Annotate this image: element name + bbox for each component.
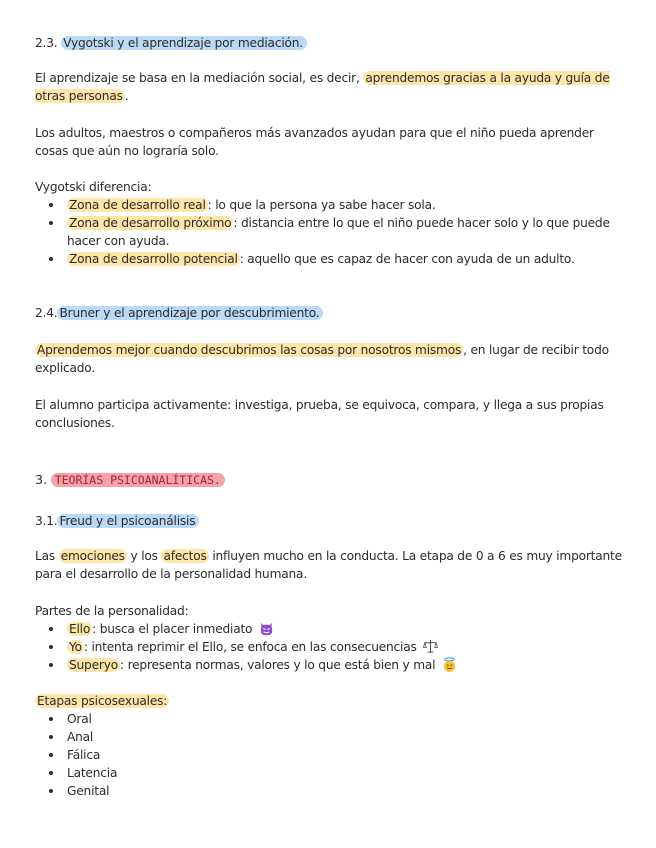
list-item (35, 638, 630, 656)
devil-emoji-icon (259, 621, 274, 636)
list-block (35, 178, 630, 268)
list-item: Anal (35, 728, 630, 746)
paragraph (35, 396, 630, 432)
term: Yo (69, 640, 82, 654)
text: y los (126, 549, 162, 563)
paragraph (35, 341, 630, 377)
text: El aprendizaje se basa en la mediación social, es decir, (35, 71, 364, 85)
stages-list (35, 710, 630, 800)
paragraph (35, 124, 630, 160)
term: Zona de desarrollo próximo (69, 216, 232, 230)
definition: : distancia entre lo que el niño puede hacer solo y lo que puede hacer con ayuda. (67, 216, 610, 248)
paragraph-text: El alumno participa activamente: investiga, prueba, se equivoca, compara, y llega a sus propias conclusiones. (35, 398, 604, 430)
list-item (35, 656, 630, 674)
list-item (35, 196, 630, 214)
list-item: Fálica (35, 746, 630, 764)
section-number: 2.3. (35, 36, 58, 50)
paragraph (35, 69, 630, 105)
list-item: Latencia (35, 764, 630, 782)
highlighted-text: Aprendemos mejor cuando descubrimos las cosas por nosotros mismos (37, 343, 462, 357)
definition: : lo que la persona ya sabe hacer sola. (207, 198, 436, 212)
list-block (35, 602, 630, 674)
list-item (35, 214, 630, 250)
text: influyen mucho en la conducta. La etapa de 0 a 6 es muy importante para el desarrollo de la personalidad humana. (35, 549, 622, 581)
section-title: Bruner y el aprendizaje por descubrimiento. (57, 306, 323, 320)
definition: : intenta reprimir el Ello, se enfoca en las consecuencias (83, 640, 417, 654)
highlighted-text: aprendemos gracias a la ayuda y guía de otras personas (35, 71, 610, 103)
section-2-3-heading (35, 34, 630, 52)
list-item (35, 620, 630, 638)
list-title: Etapas psicosexuales: (37, 694, 168, 708)
definition: : aquello que es capaz de hacer con ayuda de un adulto. (239, 252, 575, 266)
definition: : busca el placer inmediato (92, 622, 253, 636)
highlighted-text: emociones (60, 549, 125, 563)
section-2-4-heading (35, 304, 630, 322)
term: Ello (69, 622, 91, 636)
section-title: TEORÍAS PSICOANALÍTICAS. (51, 473, 225, 487)
section-title: Freud y el psicoanálisis (57, 514, 199, 528)
text: , en lugar de recibir todo explicado. (35, 343, 609, 375)
paragraph-text: Los adultos, maestros o compañeros más avanzados ayudan para que el niño pueda aprender cosas que aún no lograría solo. (35, 126, 594, 158)
term: Zona de desarrollo potencial (69, 252, 238, 266)
section-3-heading (35, 471, 630, 490)
term: Superyo (69, 658, 118, 672)
scales-icon (423, 639, 438, 654)
text: Las (35, 549, 59, 563)
list-item: Genital (35, 782, 630, 800)
section-3-1-heading (35, 512, 630, 530)
list-title: Vygotski diferencia: (35, 180, 152, 194)
personality-list (35, 620, 630, 674)
definition: : representa normas, valores y lo que está bien y mal (119, 658, 436, 672)
section-number: 2.4. (35, 306, 58, 320)
section-title: Vygotski y el aprendizaje por mediación. (61, 36, 307, 50)
list-item (35, 250, 630, 268)
list-block (35, 692, 630, 800)
text: . (124, 89, 129, 103)
section-number: 3.1. (35, 514, 58, 528)
paragraph (35, 547, 630, 583)
zones-list (35, 196, 630, 268)
list-item: Oral (35, 710, 630, 728)
term: Zona de desarrollo real (69, 198, 206, 212)
list-title: Partes de la personalidad: (35, 604, 189, 618)
section-number: 3. (35, 473, 47, 488)
angel-emoji-icon (442, 657, 457, 672)
highlighted-text: afectos (163, 549, 207, 563)
